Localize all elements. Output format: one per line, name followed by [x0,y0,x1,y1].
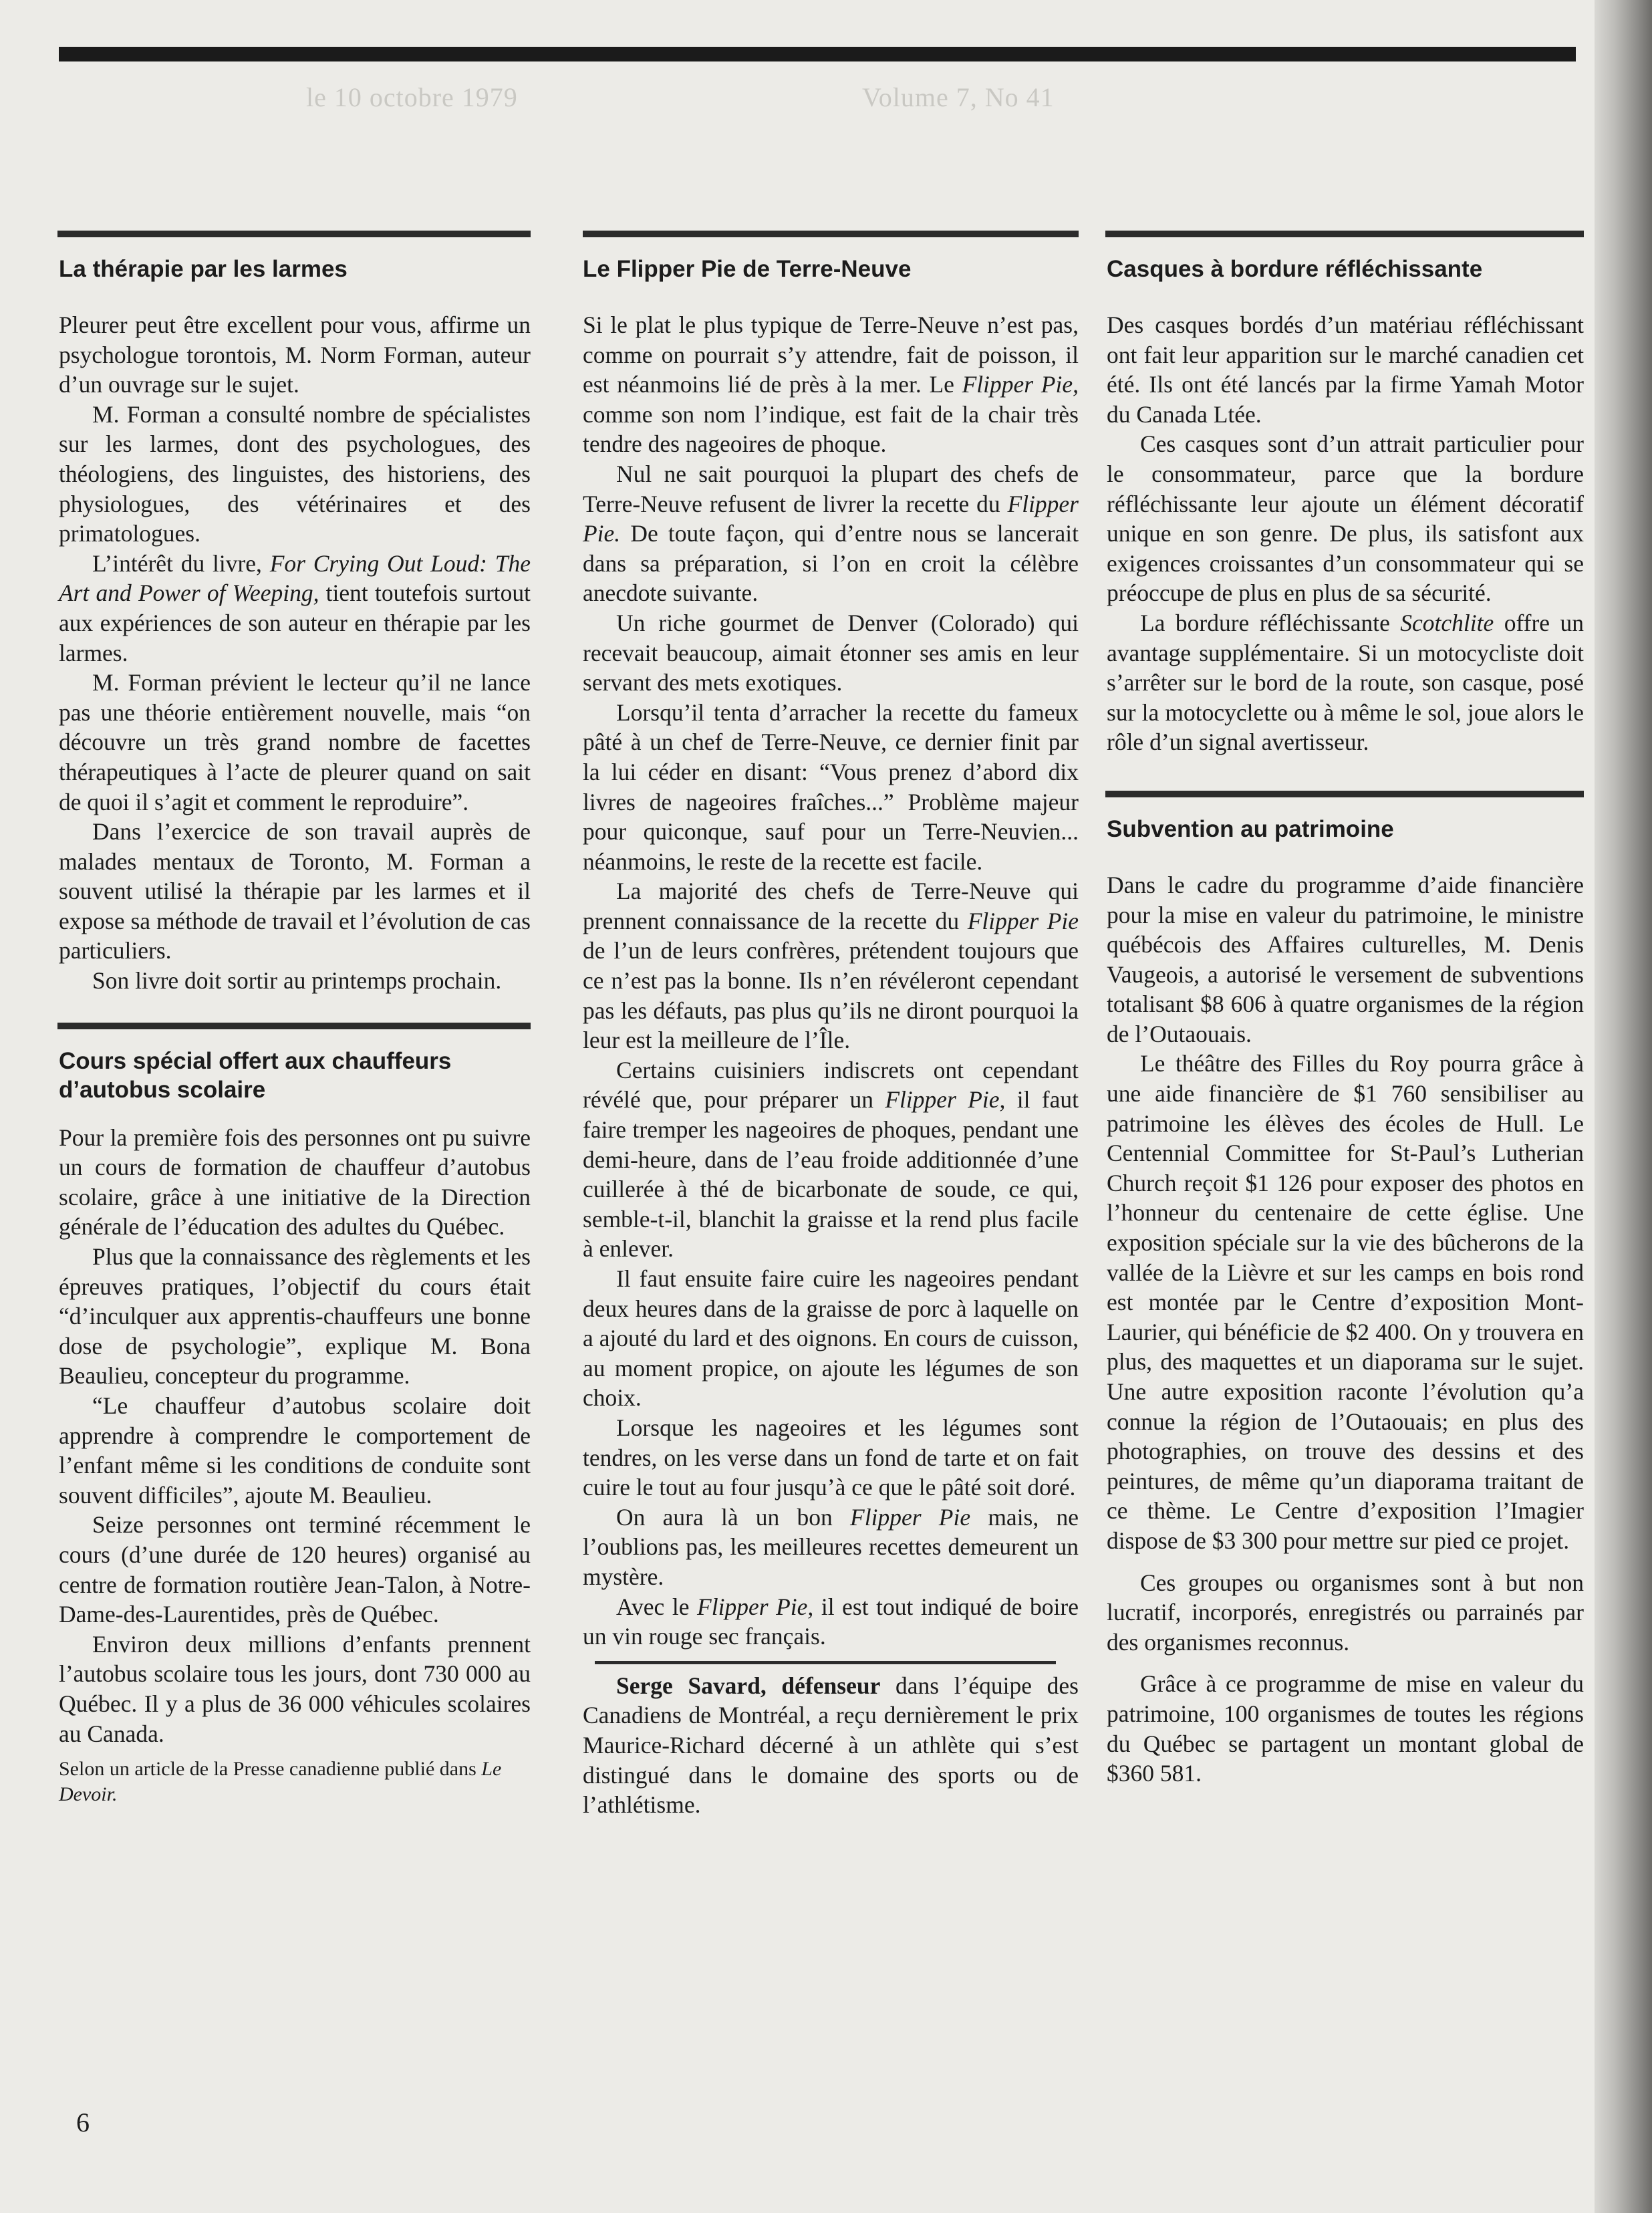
column-3 [1107,231,1584,1789]
section-rule [57,1023,531,1029]
paragraph: Lorsque les nageoires et les légumes sont tendres, on les verse dans un fond de tarte et on fait cuire le tout au four jusqu’à ce que le pâté soit doré. [583,1414,1079,1501]
paragraph: “Le chauffeur d’autobus scolaire doit apprendre à comprendre le comportement de l’enfant même si les conditions de conduite sont souvent difficiles”, ajoute M. Beaulieu. [59,1392,531,1509]
paragraph: Avec le Flipper Pie, il est tout indiqué de boire un vin rouge sec français. [583,1593,1079,1650]
paragraph: Environ deux millions d’enfants prennent l’autobus scolaire tous les jours, dont 730 000 au Québec. Il y a plus de 36 000 véhicules scolaires au Canada. [59,1630,531,1747]
masthead-volume: Volume 7, No 41 [862,82,1055,112]
column-2 [583,231,1079,1820]
paragraph: Dans le cadre du programme d’aide financière pour la mise en valeur du patrimoine, le ministre québécois des Affaires culturelles, M. Denis Vaugeois, a autorisé le versement de subventions totalisant $8 606 à quatre organismes de la région de l’Outaouais. [1107,871,1584,1047]
article-title-patrimoine: Subvention au patrimoine [1107,815,1394,842]
note-rule [595,1661,1056,1664]
paragraph: Pleurer peut être excellent pour vous, affirme un psychologue torontois, M. Norm Forman, auteur d’un ouvrage sur le sujet. [59,311,531,398]
paragraph: Lorsqu’il tenta d’arracher la recette du fameux pâté à un chef de Terre-Neuve, ce dernier finit par la lui céder en disant: “Vous prenez d’abord dix livres de nageoires fraîches...” Problème majeur pour quiconque, sauf pour un Terre-Neuvien... néanmoins, le reste de la recette est facile. [583,698,1079,875]
masthead-date: le 10 octobre 1979 [306,82,518,112]
paragraph: Son livre doit sortir au printemps prochain. [92,967,502,995]
article-title-casques: Casques à bordure réfléchissante [1107,256,1483,282]
paragraph: Le théâtre des Filles du Roy pourra grâce à une aide financière de $1 760 sensibiliser au patrimoine les élèves des écoles de Hull. Le Centennial Committee for St-Paul’s Lutherian Church reçoit $1 126 pour exposer des photos en l’honneur du centenaire de cette église. Une exposition spéciale sur la vie des bûcherons de la vallée de la Lièvre et sur les camps en bois rond est montée par le Centre d’exposition Mont-Laurier, qui bénéficie de $2 400. On y trouvera en plus, des maquettes et un diaporama sur le sujet. Une autre exposition raconte l’évolution qu’a connue la région de l’Outaouais; en plus des photographies, on trouve des dessins et des peintures, de même qu’un diaporama traitant de ce thème. Le Centre d’exposition l’Imagier dispose de $3 300 pour mettre sur pied ce projet. [1107,1050,1584,1554]
savard-note: Serge Savard, défenseur dans l’équipe des Canadiens de Montréal, a reçu dernièrement le prix Maurice-Richard décerné à un athlète qui s’est distingué dans le domaine des sports ou de l’athlétisme. [583,1672,1079,1819]
paragraph: Nul ne sait pourquoi la plupart des chefs de Terre-Neuve refusent de livrer la recette du Flipper Pie. De toute façon, qui d’entre nous se lancerait dans sa préparation, si l’on en croit la célèbre anecdote suivante. [583,460,1079,607]
paragraph: Pour la première fois des personnes ont pu suivre un cours de formation de chauffeur d’autobus scolaire, grâce à une initiative de la Direction générale de l’éducation des adultes du Québec. [59,1124,531,1241]
paragraph: L’intérêt du livre, For Crying Out Loud: The Art and Power of Weeping, tient toutefois surtout aux expériences de son auteur en thérapie par les larmes. [59,549,531,666]
section-rule [583,231,1079,237]
source-note: Selon un article de la Presse canadienne publié dans Le Devoir. [59,1758,502,1806]
top-rule [59,47,1576,61]
section-rule [1105,791,1584,797]
paragraph: Dans l’exercice de son travail auprès de malades mentaux de Toronto, M. Forman a souvent utilisé la thérapie par les larmes et il expose sa méthode de travail et l’évolution de cas particuliers. [59,818,531,964]
paragraph: Il faut ensuite faire cuire les nageoires pendant deux heures dans de la graisse de porc à laquelle on a ajouté du lard et des oignons. En cours de cuisson, au moment propice, on ajoute les légumes de son choix. [583,1265,1079,1412]
paragraph: Ces casques sont d’un attrait particulier pour le consommateur, parce que la bordure réfléchissante leur ajoute un élément décoratif unique en son genre. De plus, ils satisfont aux exigences croissantes d’un consommateur qui se préoccupe de plus en plus de sa sécurité. [1107,430,1584,607]
paragraph: Certains cuisiniers indiscrets ont cependant révélé que, pour préparer un Flipper Pie, il faut faire tremper les nageoires de phoques, pendant une demi-heure, dans de l’eau froide additionnée d’une cuillerée à thé de bicarbonate de soude, ce qui, semble-t-il, blanchit la graisse et la rend plus facile à enlever. [583,1056,1079,1263]
book-title: For Crying Out Loud: The Art and Power of Weeping, [59,549,531,607]
article-title-therapie: La thérapie par les larmes [59,256,348,282]
paragraph: La bordure réfléchissante Scotchlite offre un avantage supplémentaire. Si un motocycliste doit s’arrêter sur le bord de la route, son casque, posé sur la motocyclette ou à même le sol, joue alors le rôle d’un signal avertisseur. [1107,609,1584,756]
paragraph: Plus que la connaissance des règlements et les épreuves pratiques, l’objectif du cours était “d’inculquer aux apprentis-chauffeurs une bonne dose de psychologie”, explique M. Bona Beaulieu, concepteur du programme. [59,1243,531,1390]
paragraph: La majorité des chefs de Terre-Neuve qui prennent connaissance de la recette du Flipper Pie de l’un de leurs confrères, prétendent toujours que ce n’est pas la bonne. Ils n’en révéleront cependant pas les défauts, pas plus qu’ils ne diront pourquoi la leur est la meilleure de l’Île. [583,878,1079,1054]
paragraph: Si le plat le plus typique de Terre-Neuve n’est pas, comme on pourrait s’y attendre, fait de poisson, il est néanmoins lié de près à la mer. Le Flipper Pie, comme son nom l’indique, est fait de la chair très tendre des nageoires de phoque. [583,311,1079,458]
article-title-cours: Cours spécial offert aux chauffeurs d’autobus scolaire [59,1047,452,1103]
paragraph: Ces groupes ou organismes sont à but non lucratif, incorporés, enregistrés ou parrainés par des organismes reconnus. [1107,1569,1584,1656]
column-1 [59,231,531,1807]
paragraph: Seize personnes ont terminé récemment le cours (d’une durée de 120 heures) organisé au centre de formation routière Jean-Talon, à Notre-Dame-des-Laurentides, près de Québec. [59,1511,531,1628]
paragraph: M. Forman prévient le lecteur qu’il ne lance pas une théorie entièrement nouvelle, mais “on découvre un très grand nombre de facettes thérapeutiques à l’acte de pleurer quand on sait de quoi il s’agit et comment le reproduire”. [59,669,531,815]
page-number: 6 [76,2107,90,2137]
paragraph: M. Forman a consulté nombre de spécialistes sur les larmes, dont des psychologues, des théologiens, des linguistes, des historiens, des physiologues, des vétérinaires et des primatologues. [59,400,531,547]
paragraph: Des casques bordés d’un matériau réfléchissant ont fait leur apparition sur le marché canadien cet été. Ils ont été lancés par la firme Yamah Motor du Canada Ltée. [1107,311,1584,428]
paragraph: Un riche gourmet de Denver (Colorado) qui recevait beaucoup, aimait étonner ses amis en leur servant des mets exotiques. [583,609,1079,696]
paragraph: On aura là un bon Flipper Pie mais, ne l’oublions pas, les meilleures recettes demeurent un mystère. [583,1503,1079,1590]
section-rule [1105,231,1584,237]
article-title-flipper: Le Flipper Pie de Terre-Neuve [583,256,912,282]
paragraph: Grâce à ce programme de mise en valeur du patrimoine, 100 organismes de toutes les régions du Québec se partagent un montant global de $360 581. [1107,1670,1584,1787]
section-rule [57,231,531,237]
page-edge-shadow [1595,0,1652,2213]
